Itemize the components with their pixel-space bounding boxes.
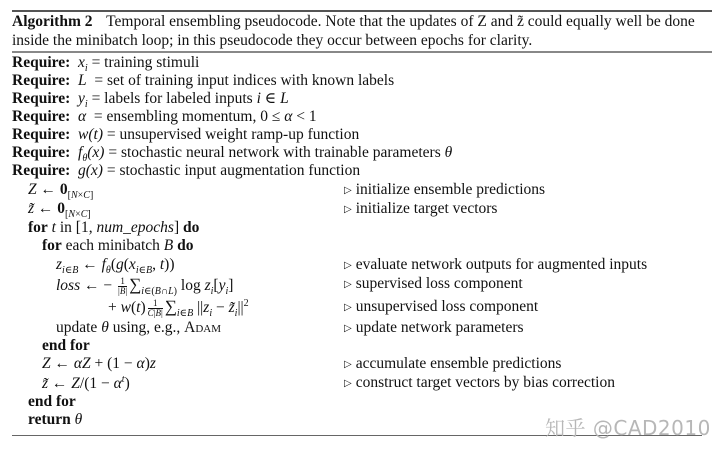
stmt-init-Z: Z ← $0_{[N\times C]}$ — [28, 181, 94, 202]
require-symbol: w(t) — [78, 126, 103, 143]
stmt-accumulate: Z ← αZ + (1 − α)z — [42, 355, 156, 372]
comment: ▷ construct target vectors by bias correction — [344, 374, 615, 391]
require-keyword: Require: — [12, 54, 71, 71]
require-line: Require: $y_i$ = labels for labeled inputs i ∈ L — [12, 90, 289, 111]
comment: ▷ evaluate network outputs for augmented inputs — [344, 256, 648, 273]
stmt-return: return θ — [28, 411, 83, 428]
comment: ▷ accumulate ensemble predictions — [344, 355, 562, 372]
comment: ▷ unsupervised loss component — [344, 298, 539, 315]
stmt-for-epochs: for t in [1, num_epochs] do — [28, 219, 200, 236]
stmt-end-for-inner: end for — [42, 337, 90, 354]
require-symbol: $x_i$ — [78, 54, 88, 75]
triangle-icon: ▷ — [344, 359, 352, 370]
triangle-icon: ▷ — [344, 302, 352, 313]
require-line: Require: $f_\theta(x)$ = stochastic neural network with trainable parameters θ — [12, 144, 453, 165]
triangle-icon: ▷ — [344, 260, 352, 271]
comment: ▷ update network parameters — [344, 319, 524, 336]
caption-rule — [12, 51, 712, 53]
require-line: Require: g(x) = stochastic input augmentation function — [12, 162, 361, 179]
require-keyword: Require: — [12, 144, 71, 161]
comment: ▷ supervised loss component — [344, 275, 523, 292]
require-line: Require: w(t) = unsupervised weight ramp-up function — [12, 126, 360, 143]
triangle-icon: ▷ — [344, 323, 352, 334]
triangle-icon: ▷ — [344, 279, 352, 290]
comment: ▷ initialize ensemble predictions — [344, 181, 546, 198]
require-keyword: Require: — [12, 108, 71, 125]
stmt-end-for-outer: end for — [28, 393, 76, 410]
require-keyword: Require: — [12, 72, 71, 89]
require-line: Require: L = set of training input indices with known labels — [12, 72, 395, 89]
require-keyword: Require: — [12, 90, 71, 107]
stmt-supervised-loss: loss ← − $\frac{1}{|B|}$ $\sum_{i\in(B\cap L)}$ $\log z_i[y_i]$ — [56, 275, 234, 298]
triangle-icon: ▷ — [344, 204, 352, 215]
stmt-unsupervised-loss: + w(t) $\frac{1}{C|B|}$ $\sum_{i\in B}$ $||z_i$ − $z̃_i||^2$ — [108, 297, 249, 320]
watermark: 知乎 @CAD2010 — [545, 416, 711, 440]
require-line: Require: α = ensembling momentum, 0 ≤ α < 1 — [12, 108, 317, 125]
require-line: Require: $x_i$ = training stimuli — [12, 54, 200, 75]
comment: ▷ initialize target vectors — [344, 200, 498, 217]
triangle-icon: ▷ — [344, 185, 352, 196]
require-symbol: L — [78, 72, 87, 89]
require-symbol: α — [78, 108, 87, 125]
stmt-for-minibatch: for each minibatch B do — [42, 237, 194, 254]
require-symbol: g(x) — [78, 162, 103, 179]
top-rule — [12, 10, 712, 12]
caption-text: Temporal ensembling pseudocode. Note that the updates of Z and z̃ could equally well be done inside the minibatch loop; in this pseudocode they occur between epochs for clarity. — [12, 13, 695, 49]
require-keyword: Require: — [12, 126, 71, 143]
require-keyword: Require: — [12, 162, 71, 179]
stmt-init-ztilde: z̃ ← $0_{[N\times C]}$ — [28, 200, 91, 221]
stmt-update-theta: update θ using, e.g., Adam — [56, 319, 222, 336]
algorithm-title: Algorithm 2 — [12, 13, 93, 30]
require-symbol: $f_\theta(x)$ — [78, 144, 105, 165]
stmt-evaluate: $z_{i\in B}$ ← $f_\theta(g(x_{i\in B}$, t)) — [56, 256, 175, 277]
require-symbol: $y_i$ — [78, 90, 88, 111]
algorithm-caption — [12, 13, 712, 50]
stmt-bias-correction: z̃ ← $Z/(1 - \alpha^t)$ — [42, 374, 130, 393]
triangle-icon: ▷ — [344, 378, 352, 389]
